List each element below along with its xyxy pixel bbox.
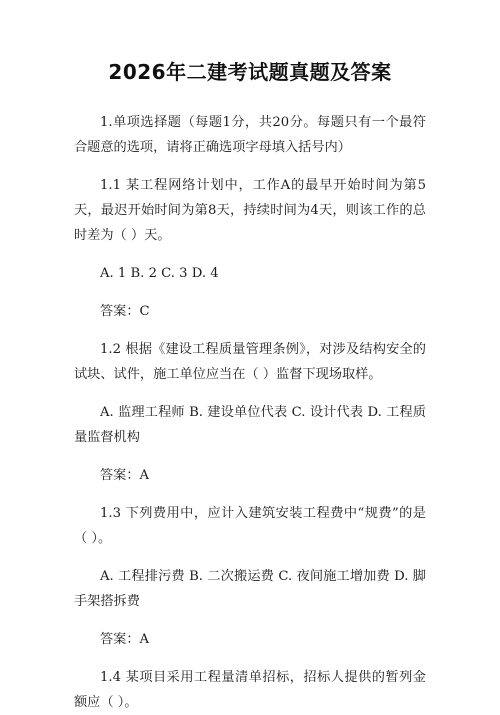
question-1-4: 1.4 某项目采用工程量清单招标，招标人提供的暂列金额应（ ）。 (74, 670, 426, 710)
page-title: 2026年二建考试题真题及答案 (108, 60, 392, 84)
section-heading: 1.单项选择题（每题1分，共20分。每题只有一个最符合题意的选项，请将正确选项字母填入括号内） (74, 115, 426, 155)
question-1-1-options: A. 1 B. 2 C. 3 D. 4 (100, 266, 219, 281)
question-1-3: 1.3 下列费用中，应计入建筑安装工程费中“规费”的是（ ）。 (74, 506, 426, 546)
question-1-2: 1.2 根据《建设工程质量管理条例》，对涉及结构安全的试块、试件，施工单位应当在（ ）监督下现场取样。 (74, 342, 426, 382)
question-1-2-answer: 答案：A (100, 468, 150, 483)
question-1-3-answer: 答案：A (100, 632, 150, 647)
question-1-3-options: A. 工程排污费 B. 二次搬运费 C. 夜间施工增加费 D. 脚手架搭拆费 (74, 569, 426, 609)
question-1-2-options: A. 监理工程师 B. 建设单位代表 C. 设计代表 D. 工程质量监督机构 (74, 405, 426, 445)
question-1-1-answer: 答案：C (100, 304, 150, 319)
question-1-1: 1.1 某工程网络计划中，工作A的最早开始时间为第5天，最迟开始时间为第8天，持续时间为4天，则该工作的总时差为（ ）天。 (74, 178, 426, 243)
